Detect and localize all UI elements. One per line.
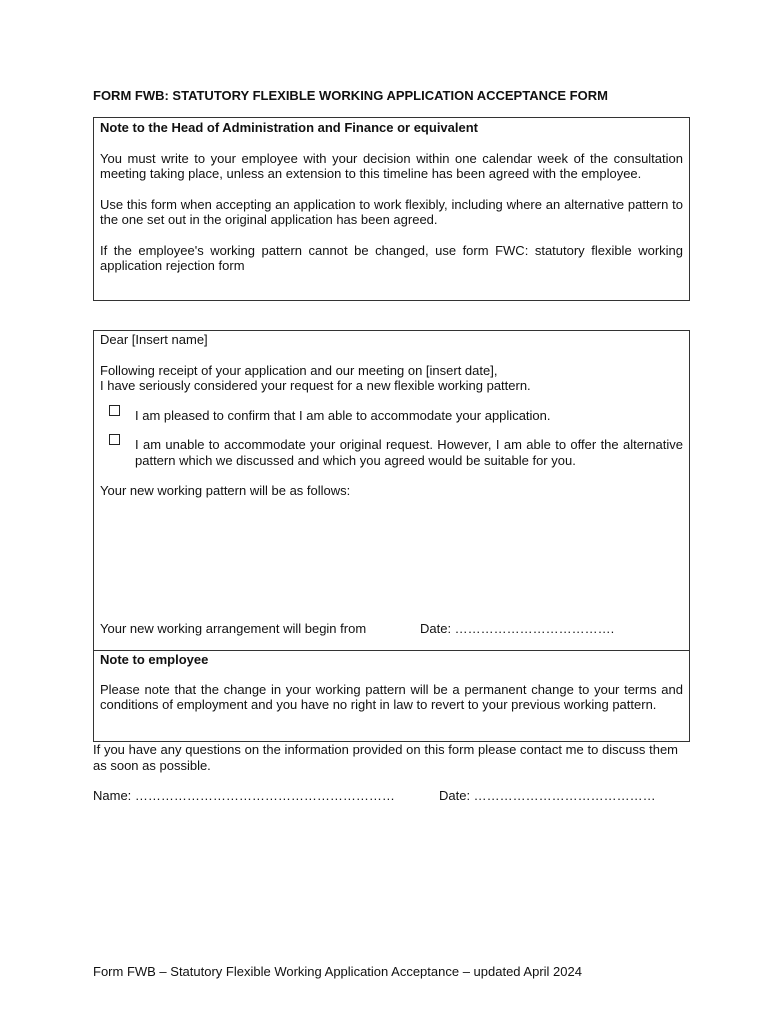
admin-note-heading: Note to the Head of Administration and Finance or equivalent: [100, 120, 478, 135]
signature-date-label: Date: ……………………………………: [439, 788, 656, 803]
begin-date-field[interactable]: [420, 621, 614, 637]
pattern-label: Your new working pattern will be as follows:: [100, 483, 351, 498]
admin-note-paragraph: If the employee's working pattern cannot be changed, use form FWC: statutory flexible working application rejection form: [100, 242, 683, 273]
begin-date-label: Date: ……………………………….: [420, 621, 615, 636]
admin-note-paragraph: You must write to your employee with your decision within one calendar week of the consultation meeting taking place, unless an extension to this timeline has been agreed with the employee.: [100, 150, 683, 181]
accept-checkbox[interactable]: [109, 405, 120, 416]
salutation: Dear [Insert name]: [100, 332, 208, 347]
employee-note-box: [93, 650, 690, 742]
name-field[interactable]: [93, 788, 395, 803]
admin-note-paragraph: Use this form when accepting an application to work flexibly, including where an alternative pattern to the one set out in the original application has been agreed.: [100, 196, 683, 227]
questions-text: If you have any questions on the information provided on this form please contact me to discuss them as soon as possible.: [93, 742, 678, 773]
alternative-checkbox[interactable]: [109, 434, 120, 445]
letter-box: [93, 330, 690, 651]
intro-line: I have seriously considered your request for a new flexible working pattern.: [100, 378, 531, 393]
name-label: Name: ……………………………………………………: [93, 788, 395, 803]
begin-row: [100, 621, 615, 637]
intro-line: Following receipt of your application and our meeting on [insert date],: [100, 362, 498, 378]
admin-note-box: [93, 117, 690, 301]
page-title: FORM FWB: STATUTORY FLEXIBLE WORKING APPLICATION ACCEPTANCE FORM: [93, 88, 608, 103]
pattern-entry-area[interactable]: [100, 499, 683, 599]
employee-note-text: Please note that the change in your working pattern will be a permanent change to your terms and conditions of employment and you have no right in law to revert to your previous working pattern.: [100, 681, 683, 712]
begin-label: Your new working arrangement will begin from: [100, 621, 367, 636]
option-alternative-label: I am unable to accommodate your original request. However, I am able to offer the alternative pattern which we discussed and which you agreed would be suitable for you.: [135, 437, 683, 468]
signature-row: [93, 788, 656, 804]
option-alternative: [100, 437, 683, 468]
option-accept-label: I am pleased to confirm that I am able to accommodate your application.: [135, 407, 551, 423]
option-accept: [100, 408, 683, 424]
page-footer: Form FWB – Statutory Flexible Working Application Acceptance – updated April 2024: [93, 964, 582, 979]
employee-note-heading: Note to employee: [100, 652, 209, 667]
signature-date-field[interactable]: [439, 788, 656, 804]
